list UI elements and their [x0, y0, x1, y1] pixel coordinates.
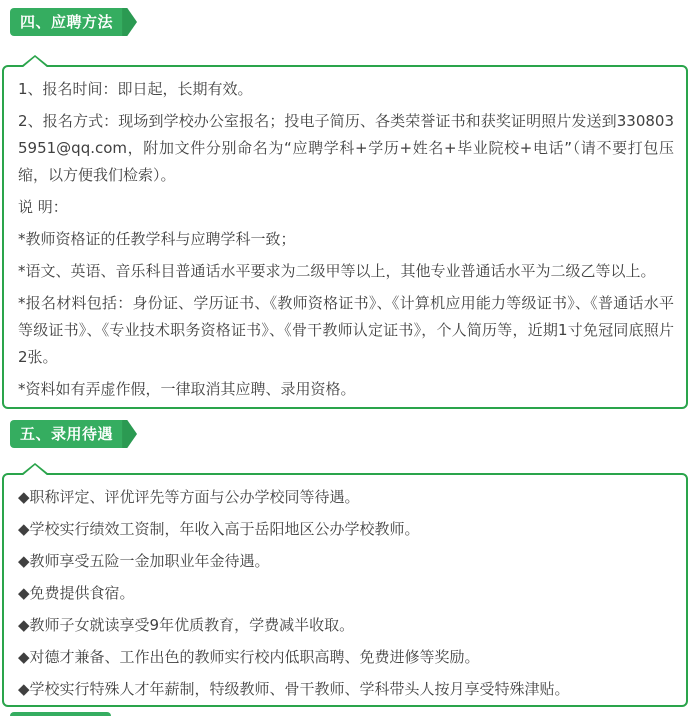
banner-arrow-icon [122, 420, 137, 448]
application-paragraph: *资料如有弄虚作假，一律取消其应聘、录用资格。 [18, 380, 356, 398]
benefit-item: ◆教师享受五险一金加职业年金待遇。 [18, 552, 270, 570]
bubble-pointer-fill [22, 465, 48, 476]
section-title: 五、录用待遇 [10, 420, 122, 448]
benefit-item: ◆免费提供食宿。 [18, 584, 135, 602]
employment-benefits-box [2, 473, 688, 707]
application-paragraph: *报名材料包括：身份证、学历证书、《教师资格证书》、《计算机应用能力等级证书》、《普通话水平等级证书》、《专业技术职务资格证书》、《骨干教师认定证书》，个人简历等，近期1寸免冠同底照片2张。 [18, 294, 674, 366]
benefit-item: ◆教师子女就读享受9年优质教育，学费减半收取。 [18, 616, 355, 634]
application-method-box [2, 65, 688, 409]
banner-arrow-icon [122, 8, 137, 36]
application-paragraph: 说 明： [18, 198, 68, 216]
benefit-item: ◆对德才兼备、工作出色的教师实行校内低职高聘、免费进修等奖励。 [18, 648, 480, 666]
benefit-item: ◆学校实行绩效工资制，年收入高于岳阳地区公办学校教师。 [18, 520, 420, 538]
next-section-banner-partial [10, 712, 111, 716]
application-paragraph: 1、报名时间：即日起，长期有效。 [18, 80, 253, 98]
application-paragraph: *教师资格证的任教学科与应聘学科一致； [18, 230, 296, 248]
section-banner-application-method [10, 8, 137, 36]
application-paragraph: *语文、英语、音乐科目普通话水平要求为二级甲等以上，其他专业普通话水平为二级乙等以上。 [18, 262, 656, 280]
section-title: 四、应聘方法 [10, 8, 122, 36]
benefit-item: ◆学校实行特殊人才年薪制，特级教师、骨干教师、学科带头人按月享受特殊津贴。 [18, 680, 570, 698]
section-banner-employment-benefits [10, 420, 137, 448]
application-paragraph: 2、报名方式：现场到学校办公室报名；投电子简历、各类荣誉证书和获奖证明照片发送到3308035951@qq.com，附加文件分别命名为“应聘学科+学历+姓名+毕业院校+电话”（请不要打包压缩，以方便我们检索）。 [18, 112, 674, 184]
bubble-pointer-fill [22, 57, 48, 68]
benefit-item: ◆职称评定、评优评先等方面与公办学校同等待遇。 [18, 488, 360, 506]
